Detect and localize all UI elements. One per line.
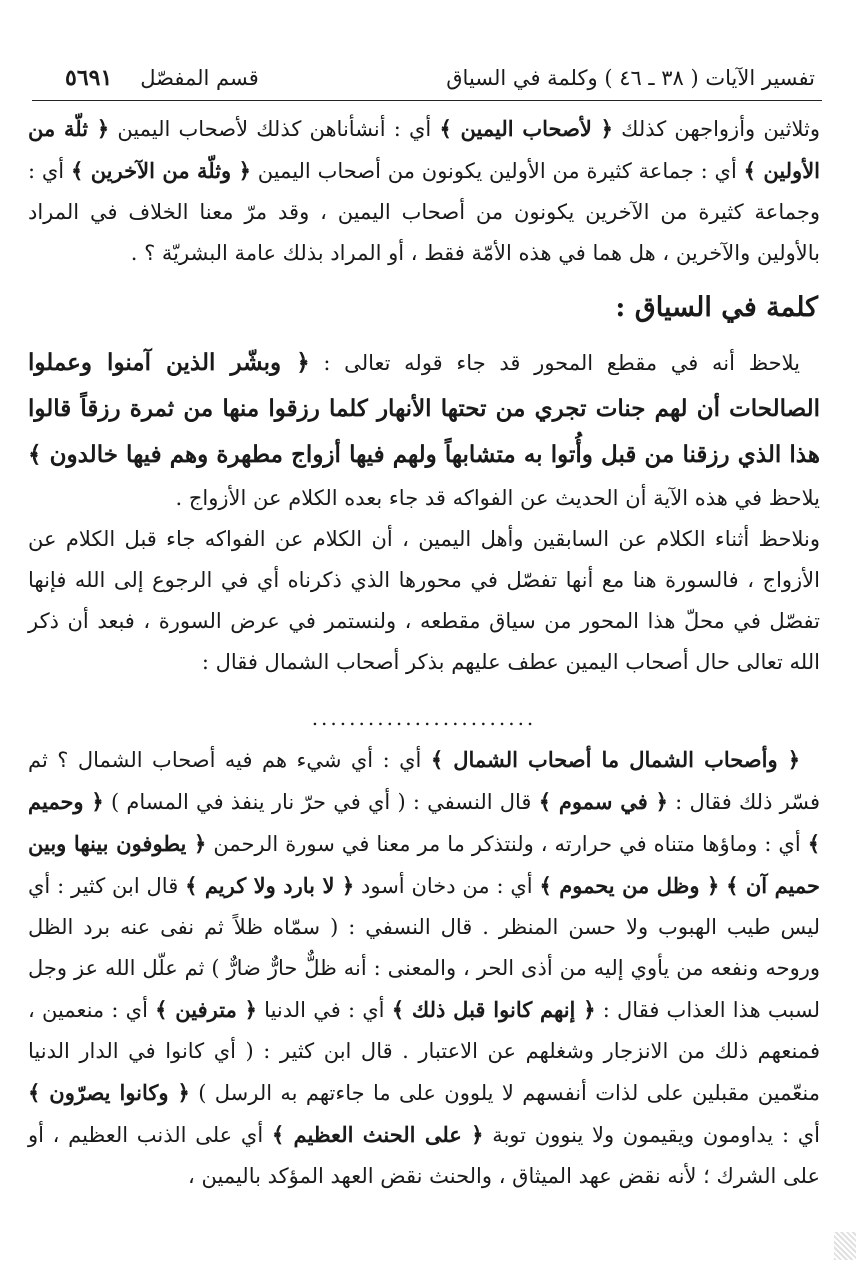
quran-quote: ﴿ مترفين ﴾ — [155, 997, 257, 1022]
page-header — [65, 60, 815, 96]
quran-quote: ﴿ وكانوا يصرّون ﴾ — [28, 1080, 190, 1105]
page-corner-mark — [834, 1232, 856, 1260]
paragraph-2 — [28, 340, 820, 519]
text: قال النسفي : ( أي في حرّ نار ينفذ في المسام ) — [103, 790, 539, 814]
section-heading: كلمة في السياق : — [615, 292, 818, 323]
quran-quote: ﴿ في سموم ﴾ — [538, 789, 668, 814]
dotted-separator: ........................ — [311, 706, 537, 730]
quran-quote: ﴿ على الحنث العظيم ﴾ — [271, 1122, 484, 1147]
paragraph-4 — [28, 739, 820, 1197]
header-left — [65, 65, 259, 91]
page-number: ٥٦٩١ — [65, 65, 113, 91]
quran-quote: ﴿ وأصحاب الشمال ما أصحاب الشمال ﴾ — [430, 747, 800, 772]
paragraph-1 — [28, 108, 820, 274]
text: أي : يداومون ويقيمون ولا ينوون توبة — [483, 1123, 820, 1147]
text: أي : منعمين ، فمنعهم ذلك من الانزجار وشغلهم عن الاعتبار . قال ابن كثير : ( أي كانوا في الدار الدنيا منعّمين مقبلين على لذات أنفسهم لا يلوون على ما جاءتهم به الرسل ) — [28, 998, 820, 1105]
text: يلاحظ في هذه الآية أن الحديث عن الفواكه قد جاء بعده الكلام عن الأزواج . — [175, 486, 820, 510]
quran-quote: ﴿ وظل من يحموم ﴾ — [539, 873, 720, 898]
header-rule — [32, 100, 822, 101]
text: أي : أنشأناهن كذلك لأصحاب اليمين — [109, 117, 440, 141]
section-name: قسم المفصّل — [140, 66, 259, 90]
quran-quote: ﴿ وثلّة من الآخرين ﴾ — [70, 158, 251, 183]
text: أي : في الدنيا — [256, 998, 392, 1022]
quran-quote: ﴿ إنهم كانوا قبل ذلك ﴾ — [391, 997, 596, 1022]
quran-quote: ﴿ يطوفون بينها وبين حميم آن ﴾ — [28, 831, 821, 898]
page-body — [28, 108, 820, 1197]
quran-quote: ﴿ وبشّر الذين آمنوا وعملوا الصالحات أن لهم جنات تجري من تحتها الأنهار كلما رزقوا منها من ثمرة رزقاً قالوا هذا الذي رزقنا من قبل وأُتوا به متشابهاً ولهم فيها أزواج مطهرة وهم فيها خالدون ﴾ — [28, 349, 820, 468]
text: أي على الذنب العظيم ، أو على الشرك ؛ لأنه نقض عهد الميثاق ، والحنث نقض العهد المؤكد باليمين ، — [28, 1123, 820, 1188]
text: أي : أي شيء هم فيه أصحاب الشمال ؟ ثم فسّر ذلك فقال : — [28, 748, 821, 814]
quran-quote: ﴿ لا بارد ولا كريم ﴾ — [185, 873, 355, 898]
running-title: تفسير الآيات ( ٣٨ ـ ٤٦ ) وكلمة في السياق — [446, 66, 815, 90]
quran-quote: ﴿ وحميم ﴾ — [28, 789, 820, 856]
quran-quote: ﴿ لأصحاب اليمين ﴾ — [439, 116, 613, 141]
quran-quote: ﴿ ثلّة من الأولين ﴾ — [28, 116, 821, 183]
text: أي : وماؤها متناه في حرارته ، ولنتذكر ما مر معنا في سورة الرحمن — [206, 832, 808, 856]
text: أي : جماعة كثيرة من الأولين يكونون من أصحاب اليمين — [250, 159, 744, 183]
paragraph-3: ونلاحظ أثناء الكلام عن السابقين وأهل اليمين ، أن الكلام عن الفواكه جاء قبل الكلام عن الأزواج ، فالسورة هنا مع أنها تفصّل في محورها الذي ذكرناه أي في الرجوع إلى الله فإنها تفصّل في محلّ هذا المحور من سياق مقطعه ، ولنستمر في عرض السورة ، فبعد أن ذكر الله تعالى حال أصحاب اليمين عطف عليهم بذكر أصحاب الشمال فقال : — [28, 527, 820, 674]
text: يلاحظ أنه في مقطع المحور قد جاء قوله تعالى : — [309, 351, 800, 375]
text: أي : وجماعة كثيرة من الآخرين يكونون من أصحاب اليمين ، وقد مرّ معنا الخلاف في المراد بالأولين والآخرين ، هل هما في هذه الأمّة فقط ، أو المراد بذلك عامة البشريّة ؟ . — [28, 159, 820, 265]
text: وثلاثين وأزواجهن كذلك — [613, 117, 821, 141]
text: أي : من دخان أسود — [354, 874, 540, 898]
text: قال ابن كثير : أي ليس طيب الهبوب ولا حسن المنظر . قال النسفي : ( سمّاه ظلاً ثم نفى عنه برد الظل وروحه ونفعه من يأوي إليه من أذى الحر ، والمعنى : أنه ظلٌّ حارٌّ ضارٌّ ) ثم علّل الله عز وجل لسبب هذا العذاب فقال : — [28, 874, 820, 1022]
